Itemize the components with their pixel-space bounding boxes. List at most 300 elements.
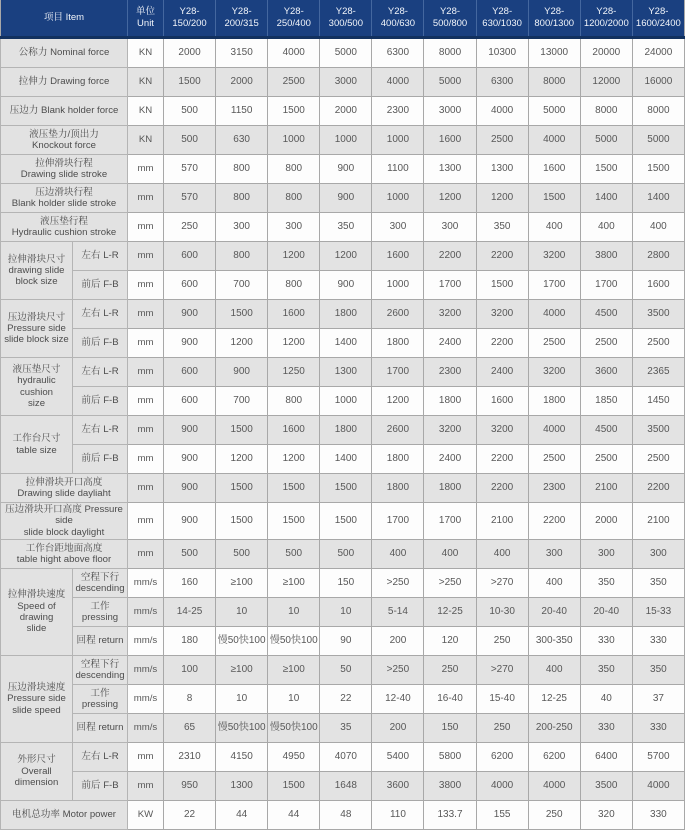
value-cell: 2300 bbox=[372, 97, 424, 126]
table-row bbox=[1, 271, 685, 300]
value-cell: 1800 bbox=[372, 474, 424, 503]
unit-cell: mm bbox=[128, 300, 164, 329]
value-cell: 900 bbox=[164, 474, 216, 503]
value-cell: 3600 bbox=[580, 358, 632, 387]
value-cell: 1500 bbox=[268, 503, 320, 540]
value-cell: 6200 bbox=[528, 742, 580, 771]
value-cell: 10 bbox=[268, 684, 320, 713]
value-cell: >250 bbox=[424, 568, 476, 597]
value-cell: 24000 bbox=[632, 38, 684, 68]
value-cell: ≥100 bbox=[268, 655, 320, 684]
value-cell: 180 bbox=[164, 626, 216, 655]
value-cell: 2200 bbox=[476, 474, 528, 503]
value-cell: 2400 bbox=[476, 358, 528, 387]
value-cell: 1200 bbox=[372, 387, 424, 416]
row-label: 液压垫行程 Hydraulic cushion stroke bbox=[1, 213, 128, 242]
value-cell: 800 bbox=[268, 184, 320, 213]
value-cell: >250 bbox=[372, 568, 424, 597]
value-cell: 330 bbox=[580, 626, 632, 655]
value-cell: 300 bbox=[216, 213, 268, 242]
table-body bbox=[1, 38, 685, 830]
value-cell: 300 bbox=[580, 539, 632, 568]
value-cell: 6200 bbox=[476, 742, 528, 771]
value-cell: 3600 bbox=[372, 771, 424, 800]
value-cell: 2500 bbox=[528, 445, 580, 474]
value-cell: 400 bbox=[528, 213, 580, 242]
value-cell: 200-250 bbox=[528, 713, 580, 742]
value-cell: 3200 bbox=[528, 242, 580, 271]
value-cell: 800 bbox=[268, 271, 320, 300]
unit-cell: mm bbox=[128, 271, 164, 300]
value-cell: 1100 bbox=[372, 155, 424, 184]
value-cell: 1300 bbox=[476, 155, 528, 184]
value-cell: 110 bbox=[372, 800, 424, 829]
value-cell: 3200 bbox=[424, 416, 476, 445]
table-row bbox=[1, 474, 685, 503]
value-cell: 1300 bbox=[216, 771, 268, 800]
value-cell: 4000 bbox=[372, 68, 424, 97]
value-cell: 1000 bbox=[320, 387, 372, 416]
value-cell: 4000 bbox=[632, 771, 684, 800]
value-cell: 1200 bbox=[476, 184, 528, 213]
value-cell: 慢50快100 bbox=[216, 713, 268, 742]
table-row bbox=[1, 713, 685, 742]
value-cell: 350 bbox=[476, 213, 528, 242]
table-row bbox=[1, 445, 685, 474]
value-cell: 1200 bbox=[216, 445, 268, 474]
value-cell: 1800 bbox=[372, 445, 424, 474]
value-cell: 200 bbox=[372, 626, 424, 655]
value-cell: 3800 bbox=[580, 242, 632, 271]
value-cell: 2500 bbox=[580, 329, 632, 358]
value-cell: 5000 bbox=[580, 126, 632, 155]
value-cell: 350 bbox=[632, 568, 684, 597]
value-cell: 4950 bbox=[268, 742, 320, 771]
header-unit: 单位 Unit bbox=[128, 0, 164, 38]
unit-cell: mm/s bbox=[128, 568, 164, 597]
unit-cell: mm bbox=[128, 771, 164, 800]
value-cell: 2310 bbox=[164, 742, 216, 771]
value-cell: 2200 bbox=[476, 329, 528, 358]
value-cell: 2200 bbox=[476, 445, 528, 474]
value-cell: 14-25 bbox=[164, 597, 216, 626]
unit-cell: mm bbox=[128, 329, 164, 358]
value-cell: 1200 bbox=[268, 445, 320, 474]
sub-label: 前后 F-B bbox=[73, 387, 128, 416]
value-cell: 1400 bbox=[320, 329, 372, 358]
unit-cell: mm bbox=[128, 416, 164, 445]
value-cell: 330 bbox=[580, 713, 632, 742]
table-row bbox=[1, 155, 685, 184]
sub-label: 工作 pressing bbox=[73, 684, 128, 713]
value-cell: 8000 bbox=[424, 38, 476, 68]
value-cell: 10 bbox=[268, 597, 320, 626]
unit-cell: mm bbox=[128, 387, 164, 416]
unit-cell: KN bbox=[128, 126, 164, 155]
value-cell: 15-40 bbox=[476, 684, 528, 713]
value-cell: 1450 bbox=[632, 387, 684, 416]
value-cell: 100 bbox=[164, 655, 216, 684]
table-row bbox=[1, 387, 685, 416]
value-cell: 500 bbox=[164, 539, 216, 568]
value-cell: ≥100 bbox=[216, 655, 268, 684]
value-cell: 400 bbox=[372, 539, 424, 568]
value-cell: 900 bbox=[164, 416, 216, 445]
group-label: 压边滑块尺寸 Pressure side slide block size bbox=[1, 300, 73, 358]
value-cell: 3500 bbox=[632, 416, 684, 445]
value-cell: 5-14 bbox=[372, 597, 424, 626]
table-row bbox=[1, 213, 685, 242]
header-model: Y28- 1200/2000 bbox=[580, 0, 632, 38]
sub-label: 前后 F-B bbox=[73, 271, 128, 300]
value-cell: 20-40 bbox=[580, 597, 632, 626]
value-cell: 900 bbox=[164, 445, 216, 474]
value-cell: 2400 bbox=[424, 445, 476, 474]
value-cell: 350 bbox=[632, 655, 684, 684]
value-cell: 48 bbox=[320, 800, 372, 829]
value-cell: 3200 bbox=[476, 416, 528, 445]
value-cell: 1000 bbox=[268, 126, 320, 155]
table-row bbox=[1, 126, 685, 155]
value-cell: 2200 bbox=[632, 474, 684, 503]
value-cell: 2500 bbox=[632, 445, 684, 474]
value-cell: 150 bbox=[320, 568, 372, 597]
unit-cell: mm bbox=[128, 539, 164, 568]
value-cell: 950 bbox=[164, 771, 216, 800]
table-row bbox=[1, 38, 685, 68]
value-cell: 570 bbox=[164, 184, 216, 213]
value-cell: 4500 bbox=[580, 416, 632, 445]
value-cell: 13000 bbox=[528, 38, 580, 68]
value-cell: 1000 bbox=[320, 126, 372, 155]
header-model: Y28- 400/630 bbox=[372, 0, 424, 38]
group-label: 压边滑块速度 Pressure side slide speed bbox=[1, 655, 73, 742]
sub-label: 空程下行 descending bbox=[73, 568, 128, 597]
header-model: Y28- 1600/2400 bbox=[632, 0, 684, 38]
value-cell: 1800 bbox=[372, 329, 424, 358]
row-label: 拉伸力 Drawing force bbox=[1, 68, 128, 97]
value-cell: 600 bbox=[164, 242, 216, 271]
value-cell: 250 bbox=[424, 655, 476, 684]
unit-cell: mm bbox=[128, 184, 164, 213]
value-cell: 1700 bbox=[528, 271, 580, 300]
value-cell: 1600 bbox=[268, 416, 320, 445]
unit-cell: KN bbox=[128, 38, 164, 68]
value-cell: 1500 bbox=[320, 474, 372, 503]
table-row bbox=[1, 416, 685, 445]
sub-label: 左右 L-R bbox=[73, 358, 128, 387]
value-cell: >270 bbox=[476, 568, 528, 597]
unit-cell: KN bbox=[128, 68, 164, 97]
value-cell: 800 bbox=[268, 155, 320, 184]
value-cell: 44 bbox=[216, 800, 268, 829]
unit-cell: mm/s bbox=[128, 684, 164, 713]
value-cell: 10300 bbox=[476, 38, 528, 68]
value-cell: 300 bbox=[632, 539, 684, 568]
unit-cell: mm bbox=[128, 503, 164, 540]
value-cell: 慢50快100 bbox=[268, 713, 320, 742]
header-item: 项目 Item bbox=[1, 0, 128, 38]
unit-cell: mm bbox=[128, 445, 164, 474]
value-cell: 400 bbox=[580, 213, 632, 242]
value-cell: 300 bbox=[372, 213, 424, 242]
value-cell: 400 bbox=[528, 655, 580, 684]
value-cell: 2600 bbox=[372, 300, 424, 329]
value-cell: 900 bbox=[164, 329, 216, 358]
sub-label: 空程下行 descending bbox=[73, 655, 128, 684]
value-cell: 3200 bbox=[424, 300, 476, 329]
value-cell: 320 bbox=[580, 800, 632, 829]
value-cell: 3200 bbox=[528, 358, 580, 387]
value-cell: 1500 bbox=[476, 271, 528, 300]
value-cell: 1500 bbox=[632, 155, 684, 184]
sub-label: 左右 L-R bbox=[73, 300, 128, 329]
value-cell: 4000 bbox=[476, 97, 528, 126]
value-cell: 1700 bbox=[580, 271, 632, 300]
value-cell: 250 bbox=[164, 213, 216, 242]
value-cell: 3800 bbox=[424, 771, 476, 800]
row-label: 公称力 Nominal force bbox=[1, 38, 128, 68]
value-cell: 600 bbox=[164, 271, 216, 300]
value-cell: 1500 bbox=[580, 155, 632, 184]
value-cell: 350 bbox=[580, 568, 632, 597]
value-cell: 700 bbox=[216, 387, 268, 416]
table-row bbox=[1, 800, 685, 829]
value-cell: 50 bbox=[320, 655, 372, 684]
value-cell: 2000 bbox=[216, 68, 268, 97]
value-cell: 900 bbox=[216, 358, 268, 387]
table-row bbox=[1, 568, 685, 597]
value-cell: 1600 bbox=[632, 271, 684, 300]
value-cell: 2100 bbox=[632, 503, 684, 540]
value-cell: 90 bbox=[320, 626, 372, 655]
table-row bbox=[1, 329, 685, 358]
value-cell: 900 bbox=[320, 271, 372, 300]
value-cell: 40 bbox=[580, 684, 632, 713]
value-cell: 6300 bbox=[476, 68, 528, 97]
row-label: 液压垫力/顶出力 Knockout force bbox=[1, 126, 128, 155]
value-cell: 1500 bbox=[320, 503, 372, 540]
table-row bbox=[1, 742, 685, 771]
unit-cell: mm/s bbox=[128, 626, 164, 655]
value-cell: 330 bbox=[632, 800, 684, 829]
unit-cell: mm/s bbox=[128, 597, 164, 626]
value-cell: >250 bbox=[372, 655, 424, 684]
value-cell: 900 bbox=[164, 300, 216, 329]
value-cell: 1150 bbox=[216, 97, 268, 126]
value-cell: 5000 bbox=[528, 97, 580, 126]
value-cell: 3200 bbox=[476, 300, 528, 329]
value-cell: 600 bbox=[164, 387, 216, 416]
row-label: 压边滑块行程 Blank holder slide stroke bbox=[1, 184, 128, 213]
value-cell: 2500 bbox=[632, 329, 684, 358]
value-cell: 900 bbox=[320, 155, 372, 184]
value-cell: 4000 bbox=[476, 771, 528, 800]
value-cell: 44 bbox=[268, 800, 320, 829]
value-cell: 800 bbox=[268, 387, 320, 416]
unit-cell: mm bbox=[128, 358, 164, 387]
value-cell: 250 bbox=[476, 713, 528, 742]
unit-cell: mm bbox=[128, 742, 164, 771]
header-model: Y28- 800/1300 bbox=[528, 0, 580, 38]
table-row bbox=[1, 358, 685, 387]
value-cell: 330 bbox=[632, 626, 684, 655]
value-cell: 1200 bbox=[268, 242, 320, 271]
value-cell: ≥100 bbox=[268, 568, 320, 597]
value-cell: 37 bbox=[632, 684, 684, 713]
table-row bbox=[1, 68, 685, 97]
value-cell: 2100 bbox=[476, 503, 528, 540]
value-cell: 2400 bbox=[424, 329, 476, 358]
value-cell: 1800 bbox=[320, 416, 372, 445]
value-cell: 1500 bbox=[216, 300, 268, 329]
unit-cell: KW bbox=[128, 800, 164, 829]
value-cell: 500 bbox=[164, 126, 216, 155]
table-header bbox=[1, 0, 685, 38]
value-cell: 1500 bbox=[164, 68, 216, 97]
value-cell: 1600 bbox=[424, 126, 476, 155]
value-cell: 500 bbox=[164, 97, 216, 126]
value-cell: 350 bbox=[320, 213, 372, 242]
value-cell: 250 bbox=[476, 626, 528, 655]
value-cell: 8 bbox=[164, 684, 216, 713]
sub-label: 前后 F-B bbox=[73, 771, 128, 800]
value-cell: 1600 bbox=[528, 155, 580, 184]
value-cell: 12-25 bbox=[528, 684, 580, 713]
value-cell: 2300 bbox=[424, 358, 476, 387]
unit-cell: mm bbox=[128, 155, 164, 184]
value-cell: 1600 bbox=[476, 387, 528, 416]
value-cell: 1200 bbox=[216, 329, 268, 358]
value-cell: 2200 bbox=[424, 242, 476, 271]
value-cell: 慢50快100 bbox=[216, 626, 268, 655]
value-cell: 2800 bbox=[632, 242, 684, 271]
row-label: 工作台距地面高度 table hight above floor bbox=[1, 539, 128, 568]
value-cell: 800 bbox=[216, 242, 268, 271]
value-cell: 1200 bbox=[320, 242, 372, 271]
value-cell: 2100 bbox=[580, 474, 632, 503]
value-cell: 570 bbox=[164, 155, 216, 184]
value-cell: 1600 bbox=[372, 242, 424, 271]
value-cell: 1800 bbox=[424, 474, 476, 503]
value-cell: 20-40 bbox=[528, 597, 580, 626]
table-row bbox=[1, 97, 685, 126]
value-cell: 6300 bbox=[372, 38, 424, 68]
table-row bbox=[1, 300, 685, 329]
value-cell: 155 bbox=[476, 800, 528, 829]
value-cell: 2500 bbox=[580, 445, 632, 474]
value-cell: 2000 bbox=[580, 503, 632, 540]
value-cell: 350 bbox=[580, 655, 632, 684]
value-cell: 500 bbox=[268, 539, 320, 568]
value-cell: 900 bbox=[164, 503, 216, 540]
value-cell: 2000 bbox=[164, 38, 216, 68]
value-cell: 900 bbox=[320, 184, 372, 213]
unit-cell: mm bbox=[128, 474, 164, 503]
table-row bbox=[1, 771, 685, 800]
table-row bbox=[1, 626, 685, 655]
value-cell: 1200 bbox=[268, 329, 320, 358]
value-cell: 400 bbox=[424, 539, 476, 568]
value-cell: 400 bbox=[632, 213, 684, 242]
value-cell: 1648 bbox=[320, 771, 372, 800]
table-row bbox=[1, 539, 685, 568]
value-cell: 6400 bbox=[580, 742, 632, 771]
value-cell: 22 bbox=[164, 800, 216, 829]
value-cell: 16-40 bbox=[424, 684, 476, 713]
value-cell: 10 bbox=[216, 684, 268, 713]
value-cell: 4150 bbox=[216, 742, 268, 771]
value-cell: 慢50快100 bbox=[268, 626, 320, 655]
value-cell: 35 bbox=[320, 713, 372, 742]
value-cell: 1800 bbox=[528, 387, 580, 416]
value-cell: ≥100 bbox=[216, 568, 268, 597]
row-label: 拉伸滑块开口高度 Drawing slide dayliaht bbox=[1, 474, 128, 503]
value-cell: 2200 bbox=[528, 503, 580, 540]
table-row bbox=[1, 242, 685, 271]
value-cell: 10 bbox=[216, 597, 268, 626]
sub-label: 回程 return bbox=[73, 626, 128, 655]
value-cell: 1400 bbox=[580, 184, 632, 213]
unit-cell: mm/s bbox=[128, 655, 164, 684]
value-cell: 2000 bbox=[320, 97, 372, 126]
value-cell: 2300 bbox=[528, 474, 580, 503]
header-model: Y28- 500/800 bbox=[424, 0, 476, 38]
value-cell: 120 bbox=[424, 626, 476, 655]
unit-cell: mm bbox=[128, 242, 164, 271]
value-cell: 1700 bbox=[372, 358, 424, 387]
value-cell: 3000 bbox=[320, 68, 372, 97]
value-cell: 4500 bbox=[580, 300, 632, 329]
value-cell: 400 bbox=[528, 568, 580, 597]
value-cell: 1600 bbox=[268, 300, 320, 329]
group-label: 外形尺寸 Overall dimension bbox=[1, 742, 73, 800]
value-cell: 300 bbox=[268, 213, 320, 242]
value-cell: 4000 bbox=[528, 416, 580, 445]
table-row bbox=[1, 503, 685, 540]
value-cell: 12000 bbox=[580, 68, 632, 97]
value-cell: 8000 bbox=[632, 97, 684, 126]
row-label: 压边力 Blank holder force bbox=[1, 97, 128, 126]
header-model: Y28- 150/200 bbox=[164, 0, 216, 38]
value-cell: 330 bbox=[632, 713, 684, 742]
value-cell: 300-350 bbox=[528, 626, 580, 655]
table-row bbox=[1, 684, 685, 713]
value-cell: 8000 bbox=[528, 68, 580, 97]
value-cell: 16000 bbox=[632, 68, 684, 97]
value-cell: 5800 bbox=[424, 742, 476, 771]
value-cell: 200 bbox=[372, 713, 424, 742]
value-cell: 1000 bbox=[372, 126, 424, 155]
row-label: 压边滑块开口高度 Pressure side slide block daylight bbox=[1, 503, 128, 540]
value-cell: 2600 bbox=[372, 416, 424, 445]
value-cell: 1250 bbox=[268, 358, 320, 387]
value-cell: 5000 bbox=[424, 68, 476, 97]
value-cell: 1300 bbox=[424, 155, 476, 184]
value-cell: 1700 bbox=[424, 503, 476, 540]
value-cell: 15-33 bbox=[632, 597, 684, 626]
value-cell: 2500 bbox=[268, 68, 320, 97]
value-cell: 1000 bbox=[372, 184, 424, 213]
unit-cell: mm bbox=[128, 213, 164, 242]
header-model: Y28- 200/315 bbox=[216, 0, 268, 38]
value-cell: 1000 bbox=[372, 271, 424, 300]
value-cell: 1800 bbox=[320, 300, 372, 329]
value-cell: 3500 bbox=[632, 300, 684, 329]
value-cell: 12-25 bbox=[424, 597, 476, 626]
value-cell: 1200 bbox=[424, 184, 476, 213]
value-cell: 4070 bbox=[320, 742, 372, 771]
